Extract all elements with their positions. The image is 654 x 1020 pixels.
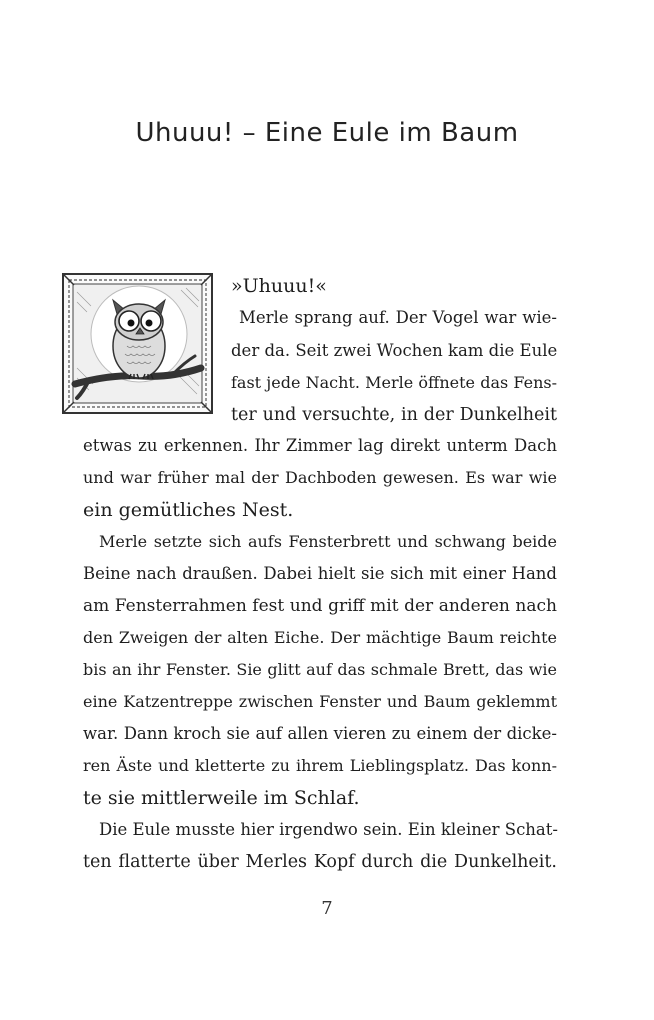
text-line: eine Katzentreppe zwischen Fenster und Baum geklemmt [83,692,557,711]
text-line: Die Eule musste hier irgendwo sein. Ein kleiner Schat- [99,820,558,839]
text-line: am Fensterrahmen fest und griff mit der anderen nach [83,596,557,616]
text-line: ter und versuchte, in der Dunkelheit [231,405,557,425]
text-line: te sie mittlerweile im Schlaf. [83,787,360,809]
text-line: ren Äste und kletterte zu ihrem Lieblingsplatz. Das konn- [83,756,557,775]
text-line: Merle setzte sich aufs Fensterbrett und schwang beide [99,532,557,551]
text-line: etwas zu erkennen. Ihr Zimmer lag direkt unterm Dach [83,436,557,455]
text-line: den Zweigen der alten Eiche. Der mächtige Baum reichte [83,628,557,647]
text-line: ten flatterte über Merles Kopf durch die Dunkelheit. [83,852,557,872]
chapter-title: Uhuuu! – Eine Eule im Baum [135,118,519,148]
text-line: ein gemütliches Nest. [83,499,294,521]
page-number: 7 [321,898,333,919]
text-line: bis an ihr Fenster. Sie glitt auf das schmale Brett, das wie [83,660,557,679]
text-line: fast jede Nacht. Merle öffnete das Fens- [231,373,557,392]
text-line: der da. Seit zwei Wochen kam die Eule [231,341,558,360]
text-line: und war früher mal der Dachboden gewesen. Es war wie [83,468,557,487]
text-line: Beine nach draußen. Dabei hielt sie sich mit einer Hand [83,564,557,583]
owl-illustration [61,272,214,415]
text-line: Merle sprang auf. Der Vogel war wie- [239,308,557,327]
owl-icon [61,272,214,415]
text-line: war. Dann kroch sie auf allen vieren zu einem der dicke- [83,724,557,743]
text-line: »Uhuuu!« [231,275,327,297]
